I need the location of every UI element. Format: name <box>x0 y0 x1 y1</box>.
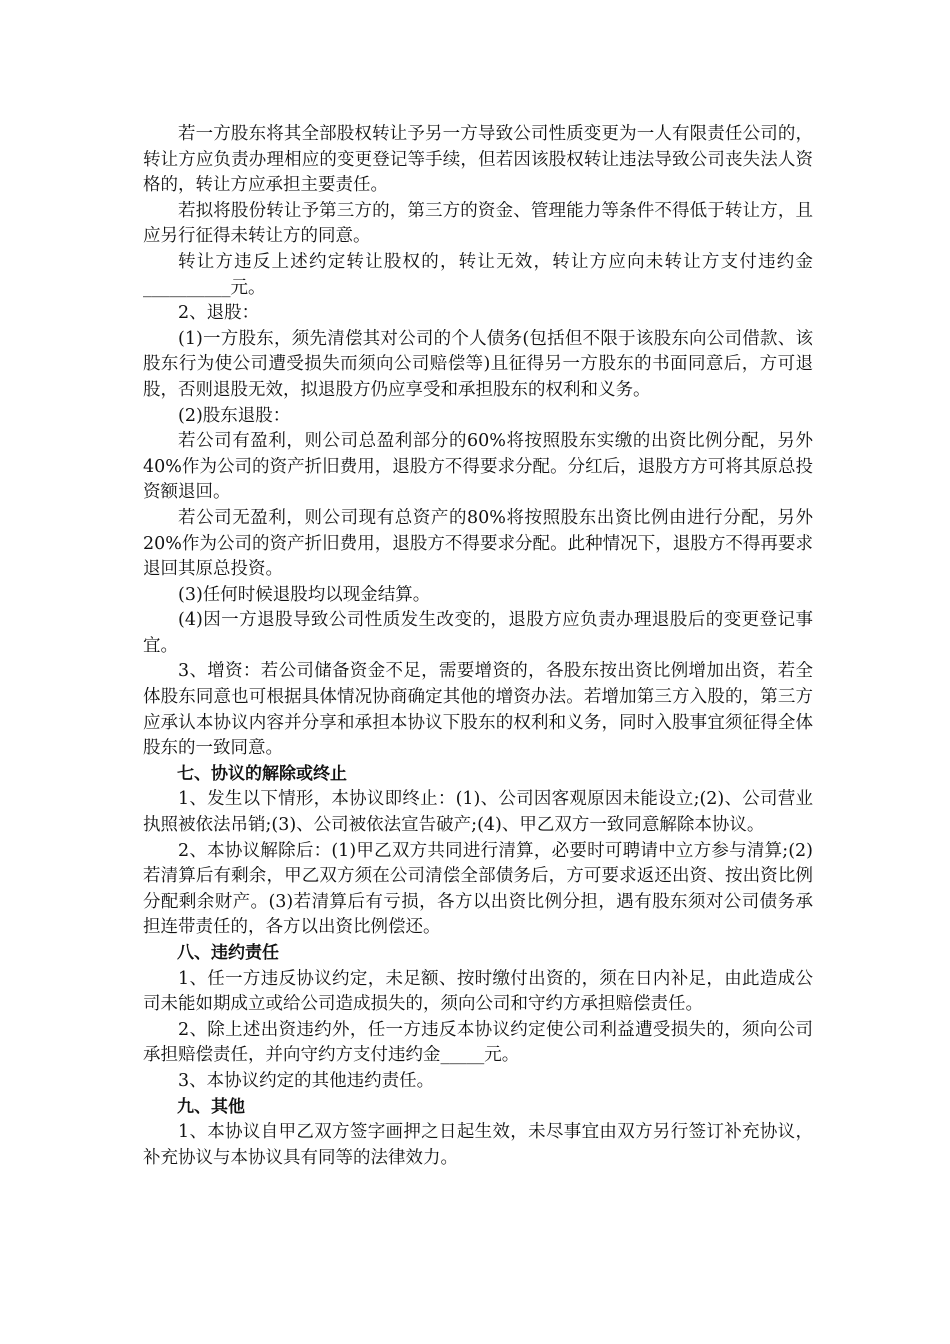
paragraph-termination-conditions: 1、发生以下情形，本协议即终止：(1)、公司因客观原因未能设立;(2)、公司营业执照被依法吊销;(3)、公司被依法宣告破产;(4)、甲乙双方一致同意解除本协议。 <box>143 789 813 836</box>
paragraph-capital-increase: 3、增资：若公司储备资金不足，需要增资的，各股东按出资比例增加出资，若全体股东同意也可根据具体情况协商确定其他的增资办法。若增加第三方入股的，第三方应承认本协议内容并分享和承担本协议下股东的权利和义务，同时入股事宜须征得全体股东的一致同意。 <box>143 661 813 759</box>
paragraph-transfer-third-party: 若拟将股份转让予第三方的，第三方的资金、管理能力等条件不得低于转让方，且应另行征得未转让方的同意。 <box>143 200 813 247</box>
paragraph-withdrawal-profit: 若公司有盈利，则公司总盈利部分的60%将按照股东实缴的出资比例分配，另外40%作为公司的资产折旧费用，退股方不得要求分配。分红后，退股方方可将其原总投资额退回。 <box>143 431 813 503</box>
paragraph-other-1: 1、本协议自甲乙双方签字画押之日起生效，未尽事宜由双方另行签订补充协议，补充协议与本协议具有同等的法律效力。 <box>143 1122 813 1168</box>
document-body <box>143 122 813 1171</box>
paragraph-transfer-full-equity: 若一方股东将其全部股权转让予另一方导致公司性质变更为一人有限责任公司的，转让方应负责办理相应的变更登记等手续，但若因该股权转让违法导致公司丧失法人资格的，转让方应承担主要责任。 <box>143 124 813 196</box>
paragraph-withdrawal-no-profit: 若公司无盈利，则公司现有总资产的80%将按照股东出资比例由进行分配，另外20%作为公司的资产折旧费用，退股方不得要求分配。此种情况下，退股方不得再要求退回其原总投资。 <box>143 507 813 580</box>
section-heading-other: 九、其他 <box>177 1096 245 1117</box>
paragraph-withdrawal-item-4: (4)因一方退股导致公司性质发生改变的，退股方应负责办理退股后的变更登记事宜。 <box>143 610 813 656</box>
paragraph-withdrawal-title: 2、退股： <box>178 303 260 324</box>
paragraph-transfer-breach: 转让方违反上述约定转让股权的，转让无效，转让方应向未转让方支付违约金__________元。 <box>143 251 813 298</box>
paragraph-termination-liquidation: 2、本协议解除后：(1)甲乙双方共同进行清算，必要时可聘请中立方参与清算;(2)若清算后有剩余，甲乙双方须在公司清偿全部债务后，方可要求返还出资、按出资比例分配剩余财产。(3)若清算后有亏损，各方以出资比例分担，遇有股东须对公司债务承担连带责任的，各方以出资比例偿还。 <box>143 840 813 938</box>
paragraph-liability-1: 1、任一方违反协议约定，未足额、按时缴付出资的，须在日内补足，由此造成公司未能如期成立或给公司造成损失的，须向公司和守约方承担赔偿责任。 <box>143 968 813 1015</box>
paragraph-withdrawal-item-2: (2)股东退股： <box>178 405 291 426</box>
paragraph-withdrawal-item-3: (3)任何时候退股均以现金结算。 <box>178 584 431 605</box>
paragraph-liability-2: 2、除上述出资违约外，任一方违反本协议约定使公司利益遭受损失的，须向公司承担赔偿责任，并向守约方支付违约金_____元。 <box>143 1019 813 1066</box>
section-heading-liability: 八、违约责任 <box>177 943 279 963</box>
paragraph-liability-3: 3、本协议约定的其他违约责任。 <box>178 1070 435 1091</box>
paragraph-withdrawal-item-1: (1)一方股东，须先清偿其对公司的个人债务(包括但不限于该股东向公司借款、该股东行为使公司遭受损失而须向公司赔偿等)且征得另一方股东的书面同意后，方可退股，否则退股无效，拟退股方仍应享受和承担股东的权利和义务。 <box>143 328 813 400</box>
section-heading-termination: 七、协议的解除或终止 <box>177 763 347 784</box>
